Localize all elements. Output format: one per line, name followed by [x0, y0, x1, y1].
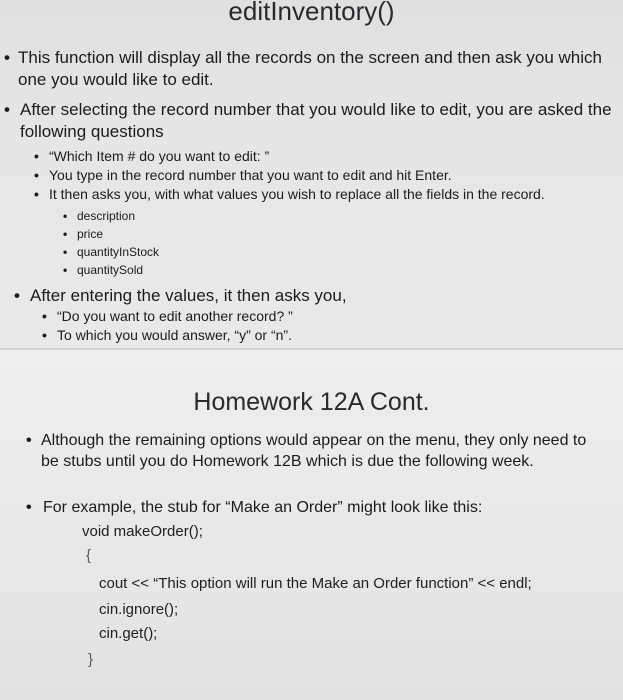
slide1-bullet-1: • This function will display all the records on the screen and then ask you which one you would like to edit. [4, 48, 602, 89]
code-signature: void makeOrder(); [82, 523, 203, 540]
slide2-bullet-2: • For example, the stub for “Make an Order” might look like this: [26, 499, 483, 516]
field-description: • description [63, 209, 136, 223]
bullet-dot-icon: • [34, 186, 39, 202]
bullet-dot-icon: • [4, 48, 10, 67]
field-quantity-in-stock: • quantityInStock [63, 245, 160, 259]
bullet-dot-icon: • [63, 263, 68, 277]
code-open-brace: { [86, 547, 92, 564]
code-line-get: cin.get(); [99, 625, 158, 642]
slide2-title: Homework 12A Cont. [193, 388, 430, 416]
code-close-brace: } [88, 651, 94, 668]
slide1-sub-bullet-3: • It then asks you, with what values you wish to replace all the fields in the record. [34, 186, 545, 202]
slide1-title: editInventory() [228, 0, 395, 26]
bullet-dot-icon: • [34, 148, 39, 164]
bullet-dot-icon: • [34, 167, 39, 183]
bullet-dot-icon: • [42, 327, 47, 343]
bullet-dot-icon: • [26, 432, 32, 449]
slide1-sub-bullet-4: • “Do you want to edit another record? ” [42, 308, 293, 324]
slide1-bullet-3: • After entering the values, it then asks you, [14, 286, 347, 305]
slide1-sub-bullet-1: • “Which Item # do you want to edit: ” [34, 148, 270, 164]
bullet-dot-icon: • [63, 227, 68, 241]
bullet-dot-icon: • [14, 286, 20, 305]
bullet-dot-icon: • [63, 209, 68, 223]
bullet-dot-icon: • [42, 308, 47, 324]
slide2-bullet-1: • Although the remaining options would appear on the menu, they only need to be stubs until you do Homework 12B which is due the following week. [26, 432, 587, 470]
slide1-sub-bullet-5: • To which you would answer, “y” or “n”. [42, 327, 292, 343]
bullet-dot-icon: • [26, 499, 32, 516]
field-quantity-sold: • quantitySold [63, 263, 144, 277]
code-line-cout: cout << “This option will run the Make an Order function” << endl; [99, 575, 532, 592]
code-line-ignore: cin.ignore(); [99, 601, 179, 618]
bullet-dot-icon: • [63, 245, 68, 259]
field-price: • price [63, 227, 104, 241]
slide1-bullet-2: • After selecting the record number that you would like to edit, you are asked the following questions [4, 100, 612, 141]
slide1-sub-bullet-2: • You type in the record number that you want to edit and hit Enter. [34, 167, 452, 183]
bullet-dot-icon: • [4, 100, 10, 119]
